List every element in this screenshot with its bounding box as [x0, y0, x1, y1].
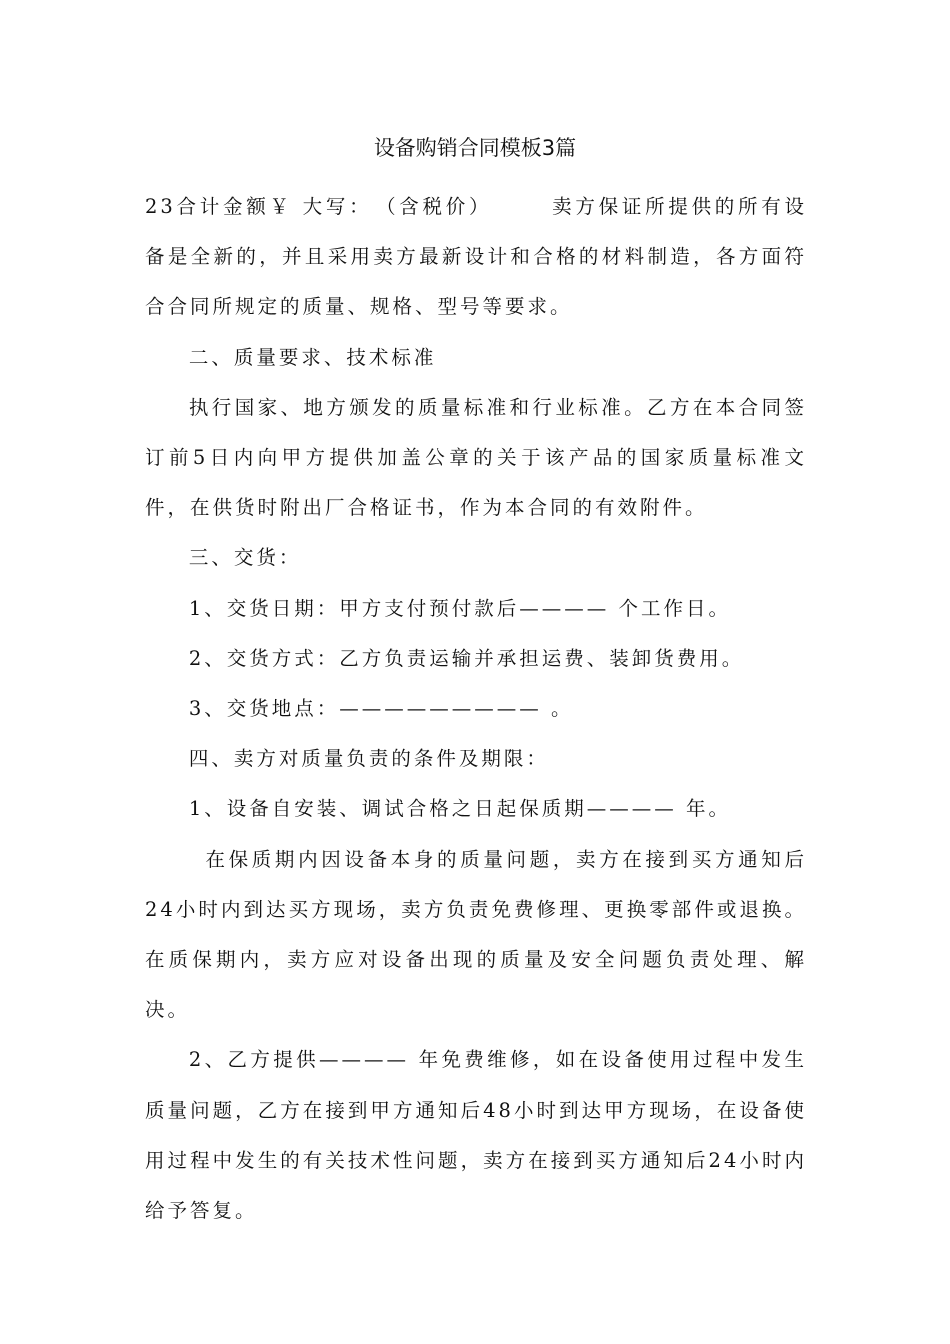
document-title: 设备购销合同模板3篇 [373, 136, 577, 160]
paragraph-warranty-repair: 在保质期内因设备本身的质量问题，卖方在接到买方通知后24小时内到达买方现场，卖方负责免费修理、更换零部件或退换。在质保期内，卖方应对设备出现的质量及安全问题负责处理、解决。 [145, 847, 807, 1022]
heading-delivery: 三、交货： [188, 546, 302, 570]
paragraph-delivery-method: 2、交货方式：乙方负责运输并承担运费、装卸货费用。 [188, 646, 745, 670]
heading-quality-liability: 四、卖方对质量负责的条件及期限： [188, 747, 549, 771]
paragraph-standards: 执行国家、地方颁发的质量标准和行业标准。乙方在本合同签订前5日内向甲方提供加盖公章的关于该产品的国家质量标准文件，在供货时附出厂合格证书，作为本合同的有效附件。 [145, 395, 807, 520]
document-body [145, 182, 807, 1236]
paragraph-warranty-period: 1、设备自安装、调试合格之日起保质期———— 年。 [188, 797, 731, 821]
paragraph-delivery-date: 1、交货日期：甲方支付预付款后———— 个工作日。 [188, 596, 731, 620]
heading-quality-standards: 二、质量要求、技术标准 [188, 345, 437, 369]
paragraph-delivery-location: 3、交货地点：————————— 。 [188, 697, 574, 721]
paragraph-amount: 23合计金额￥ 大写： （含税价） 卖方保证所提供的所有设备是全新的，并且采用卖方最新设计和合格的材料制造，各方面符合合同所规定的质量、规格、型号等要求。 [145, 195, 807, 319]
paragraph-free-maintenance: 2、乙方提供———— 年免费维修，如在设备使用过程中发生质量问题，乙方在接到甲方通知后48小时到达甲方现场，在设备使用过程中发生的有关技术性问题，卖方在接到买方通知后24小时内给予答复。 [145, 1048, 807, 1223]
